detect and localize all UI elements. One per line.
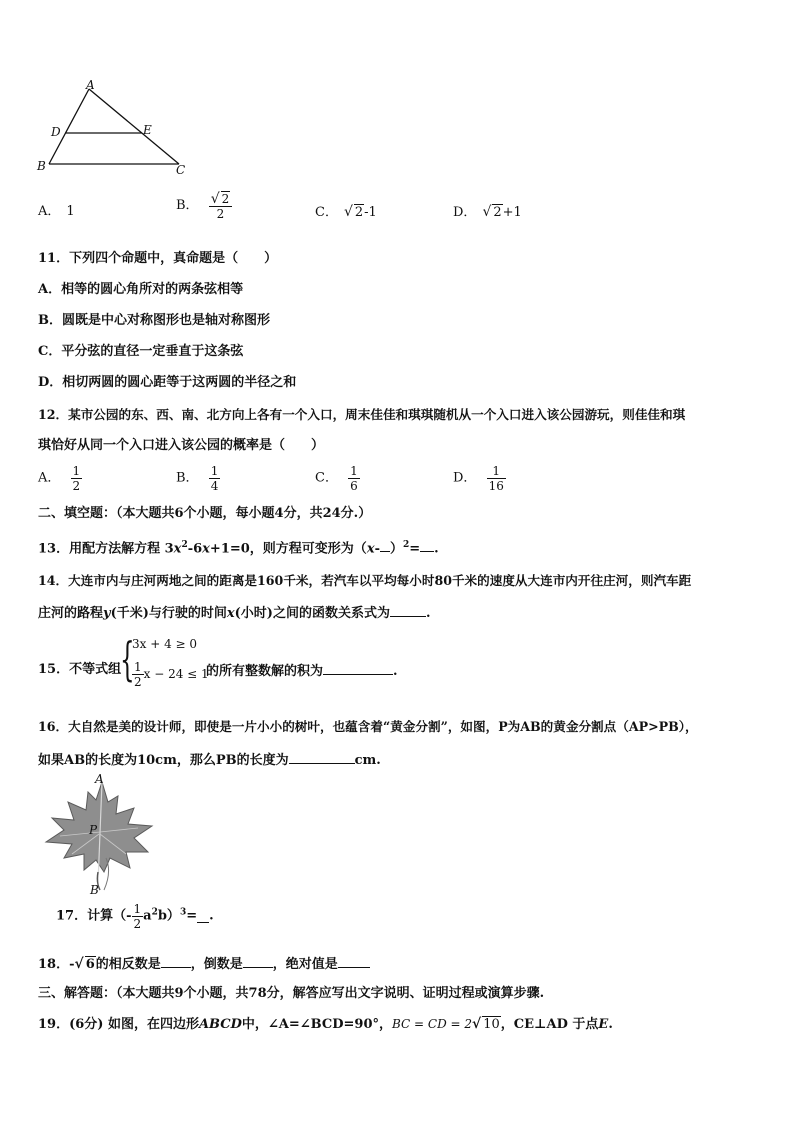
brace-glyph: { bbox=[120, 632, 135, 686]
q15-post: 的所有整数解的积为 . bbox=[206, 664, 398, 679]
label-c: C bbox=[176, 163, 186, 177]
q12-option-b: B． $\frac{1}{4}$ bbox=[176, 464, 219, 493]
q16-line2: 如果AB的长度为10cm，那么PB的长度为 cm. bbox=[38, 753, 381, 768]
q12-option-c: C． $\frac{1}{6}$ bbox=[315, 464, 358, 493]
q16-line1: 16．大自然是美的设计师，即使是一片小小的树叶，也蕴含着“黄金分割”，如图，P为AB的黄金分割点（AP>PB）， bbox=[38, 719, 698, 734]
q10-option-c: C． √ 2-1 bbox=[315, 204, 377, 220]
q12-line2: 琪恰好从同一个入口进入该公园的概率是（ ） bbox=[38, 438, 325, 453]
q17: 17．计算（- $\frac{1}{2}$ $a^2b)^3=$ . bbox=[56, 902, 214, 931]
q10-option-d: D． √ 2+1 bbox=[453, 204, 522, 220]
q11-stem: 11．下列四个命题中，真命题是（ ） bbox=[38, 251, 278, 266]
q14-line1: 14．大连市内与庄河两地之间的距离是160千米，若汽车以平均每小时80千米的速度从大连市内开往庄河，则汽车距 bbox=[38, 573, 692, 588]
q10-option-b: B． $\frac{√ 2}{2}$ bbox=[176, 191, 232, 221]
q15-pre: 15．不等式组 bbox=[38, 662, 122, 677]
q11-option-d: D．相切两圆的圆心距等于这两圆的半径之和 bbox=[38, 375, 297, 390]
q12-option-a: A． $\frac{1}{2}$ bbox=[38, 464, 81, 493]
leaf-label-p: P bbox=[89, 823, 98, 837]
q10-option-a: A． 1 bbox=[38, 204, 75, 219]
q13: 13．用配方法解方程 $3x^2-6x+1=0$，则方程可变形为（x- ）$^2$= . bbox=[38, 540, 439, 557]
q18: 18．-√ 6的相反数是 ，倒数是 ，绝对值是 bbox=[38, 955, 370, 973]
q15-inequality-2: $\frac{1}{2}$ x − 24 ≤ 1 bbox=[134, 660, 209, 689]
section-2-heading: 二、填空题：（本大题共6个小题，每小题4分，共24分.） bbox=[38, 506, 372, 521]
triangle-figure bbox=[36, 78, 196, 178]
q15-inequality-1: 3x + 4 ≥ 0 bbox=[132, 637, 198, 651]
label-d: D bbox=[51, 125, 61, 139]
leaf-label-b: B bbox=[90, 883, 99, 897]
q12-line1: 12．某市公园的东、西、南、北方向上各有一个入口，周末佳佳和琪琪随机从一个入口进入该公园游玩，则佳佳和琪 bbox=[38, 407, 686, 422]
q11-option-a: A．相等的圆心角所对的两条弦相等 bbox=[38, 282, 244, 297]
label-a: A bbox=[86, 78, 95, 92]
section-3-heading: 三、解答题：（本大题共9个小题，共78分，解答应写出文字说明、证明过程或演算步骤. bbox=[38, 986, 545, 1001]
q14-line2: 庄河的路程y(千米)与行驶的时间x(小时)之间的函数关系式为 . bbox=[38, 606, 431, 621]
label-b: B bbox=[37, 159, 46, 173]
label-e: E bbox=[143, 123, 152, 137]
q12-option-d: D． $\frac{1}{16}$ bbox=[453, 464, 504, 493]
leaf-label-a: A bbox=[95, 772, 104, 786]
leaf-figure bbox=[38, 772, 162, 898]
q19: 19．(6分) 如图，在四边形ABCD中，∠A=∠BCD=90°，BC = CD = 2√ 10，CE⊥AD 于点E. bbox=[38, 1016, 613, 1032]
q15-inequality-system bbox=[120, 632, 210, 700]
q11-option-c: C．平分弦的直径一定垂直于这条弦 bbox=[38, 344, 244, 359]
q11-option-b: B．圆既是中心对称图形也是轴对称图形 bbox=[38, 313, 270, 328]
